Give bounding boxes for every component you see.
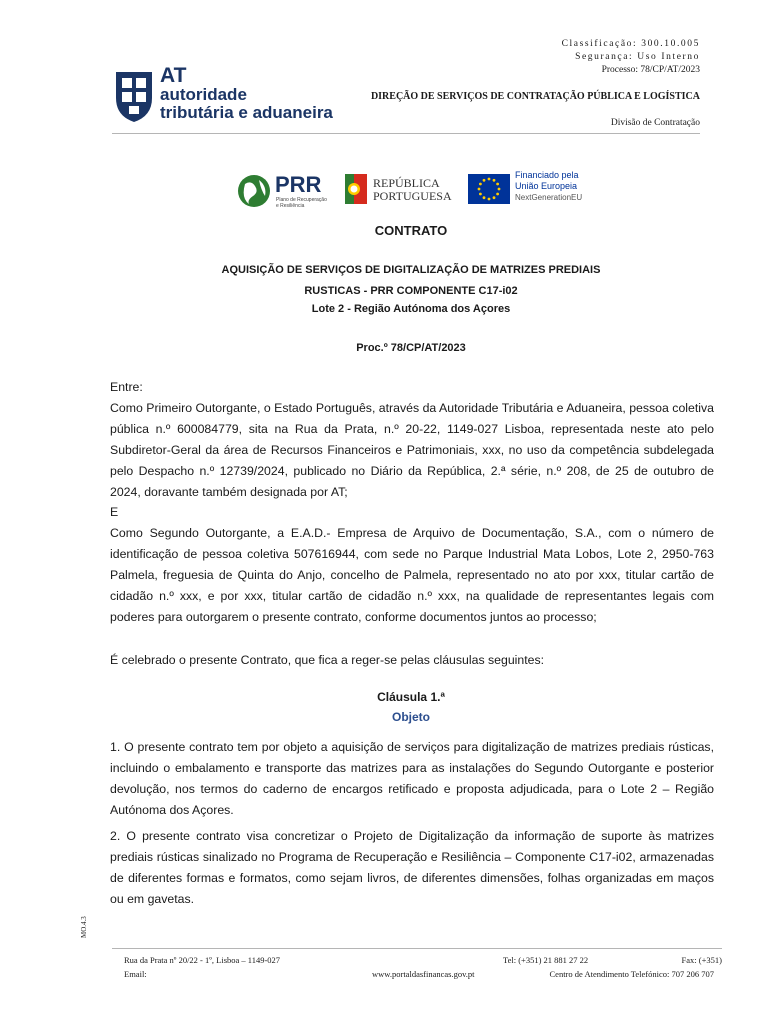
- entre-label: Entre:: [110, 380, 143, 394]
- eu-line-1: Financiado pela: [515, 170, 579, 180]
- logo-line2: tributária e aduaneira: [160, 103, 333, 122]
- classification-text: Classificação: 300.10.005: [561, 39, 700, 49]
- direction-title: DIREÇÃO DE SERVIÇOS DE CONTRATAÇÃO PÚBLICA E LOGÍSTICA: [370, 91, 700, 102]
- prr-logo: [237, 172, 337, 210]
- logo-line1: autoridade: [160, 85, 247, 104]
- portuguesa-line: PORTUGUESA: [373, 189, 452, 203]
- contract-subtitle-1: AQUISIÇÃO DE SERVIÇOS DE DIGITALIZAÇÃO DE MATRIZES PREDIAIS: [221, 264, 601, 276]
- eu-line-3: NextGenerationEU: [515, 193, 583, 202]
- second-party-paragraph: Como Segundo Outorgante, a E.A.D.- Empresa de Arquivo de Documentação, S.A., com o número de identificação de pessoa coletiva 507616944, com sede no Parque Industrial Mata Lobos, Lote 2, 2950-763 Palmela, freguesia de Quinta do Anjo, concelho de Palmela, representado no ato por xxx, titular cartão de cidadão n.º xxx, e por xxx, titular cartão de cidadão n.º xxx, na qualidade de representantes legais com poderes para outorgarem o presente contrato, conforme documentos juntos ao processo;: [110, 526, 714, 624]
- clause-title: Cláusula 1.ª: [377, 690, 445, 704]
- portugal-flag-icon: [345, 174, 367, 204]
- at-emblem-icon: [112, 68, 156, 124]
- footer-fax: Fax: (+351): [681, 955, 722, 965]
- eu-logo: [468, 170, 588, 208]
- first-party-paragraph: Como Primeiro Outorgante, o Estado Português, através da Autoridade Tributária e Aduaneira, pessoa coletiva pública n.º 600084779, sita na Rua da Prata, n.º 20-22, 1149-027 Lisboa, representada neste ato pelo Subdiretor-Geral da área de Recursos Financeiros e Patrimoniais, xxx, no uso da competência subdelegada pelo Despacho n.º 12739/2024, publicado no Diário da República, 2.ª série, n.º 208, de 25 de outubro de 2024, doravante também designada por AT;: [110, 401, 714, 499]
- contract-subtitle-2: RUSTICAS - PRR COMPONENTE C17-i02: [304, 285, 518, 297]
- at-logo-text: [160, 66, 333, 122]
- document-metadata: [562, 38, 700, 77]
- logo-at: AT: [160, 64, 187, 87]
- prr-title: PRR: [275, 172, 322, 197]
- footer-website[interactable]: www.portaldasfinancas.gov.pt: [372, 969, 475, 979]
- footer-call-center: Centro de Atendimento Telefónico: 707 206 707: [549, 969, 714, 979]
- division-title: Divisão de Contratação: [610, 118, 700, 128]
- footer-address: Rua da Prata nº 20/22 - 1º, Lisboa – 1149-027: [124, 955, 281, 965]
- at-logo: [112, 66, 352, 126]
- footer-tel: Tel: (+351) 21 881 27 22: [503, 955, 589, 965]
- clause-paragraph-1: 1. O presente contrato tem por objeto a aquisição de serviços para digitalização de matrizes prediais rústicas, incluindo o embalamento e transporte das matrizes para as instalações do Segundo Outorgante e posterior devolução, nos termos do caderno de encargos retificado e proposta adjudicada, para o Lote 2 – Região Autónoma dos Açores.: [110, 740, 714, 817]
- eu-line-2: União Europeia: [515, 181, 578, 191]
- contract-subtitle-3: Lote 2 - Região Autónoma dos Açores: [311, 303, 511, 315]
- clause-subtitle: Objeto: [392, 710, 430, 724]
- celebration-paragraph: É celebrado o presente Contrato, que fica a reger-se pelas cláusulas seguintes:: [110, 653, 545, 667]
- footer-divider: [112, 948, 722, 949]
- prr-subtitle-2: e Resiliência: [276, 203, 305, 209]
- clause-paragraph-2: 2. O presente contrato visa concretizar o Projeto de Digitalização da informação de suporte às matrizes prediais rústicas sinalizado no Programa de Recuperação e Resiliência – Componente C17-i02, armazenadas de diferentes formas e formatos, como sejam livros, de diferentes dimensões, folhas organizadas em maços ou em gavetas.: [110, 829, 714, 906]
- eu-flag-icon: [468, 174, 510, 204]
- prr-globe-icon: [237, 174, 271, 208]
- footer-email: Email:: [124, 969, 147, 979]
- process-reference: Proc.º 78/CP/AT/2023: [356, 342, 466, 354]
- republica-line: REPÚBLICA: [373, 176, 440, 190]
- security-text: Segurança: Uso Interno: [575, 52, 700, 62]
- e-separator: E: [110, 505, 119, 519]
- header-divider: [112, 133, 700, 134]
- side-code: MO.4.3: [80, 916, 88, 938]
- republica-portuguesa-logo: [345, 172, 455, 210]
- prr-subtitle-1: Plano de Recuperação: [276, 197, 327, 203]
- contract-title: CONTRATO: [374, 223, 448, 238]
- process-text: Processo: 78/CP/AT/2023: [601, 65, 700, 75]
